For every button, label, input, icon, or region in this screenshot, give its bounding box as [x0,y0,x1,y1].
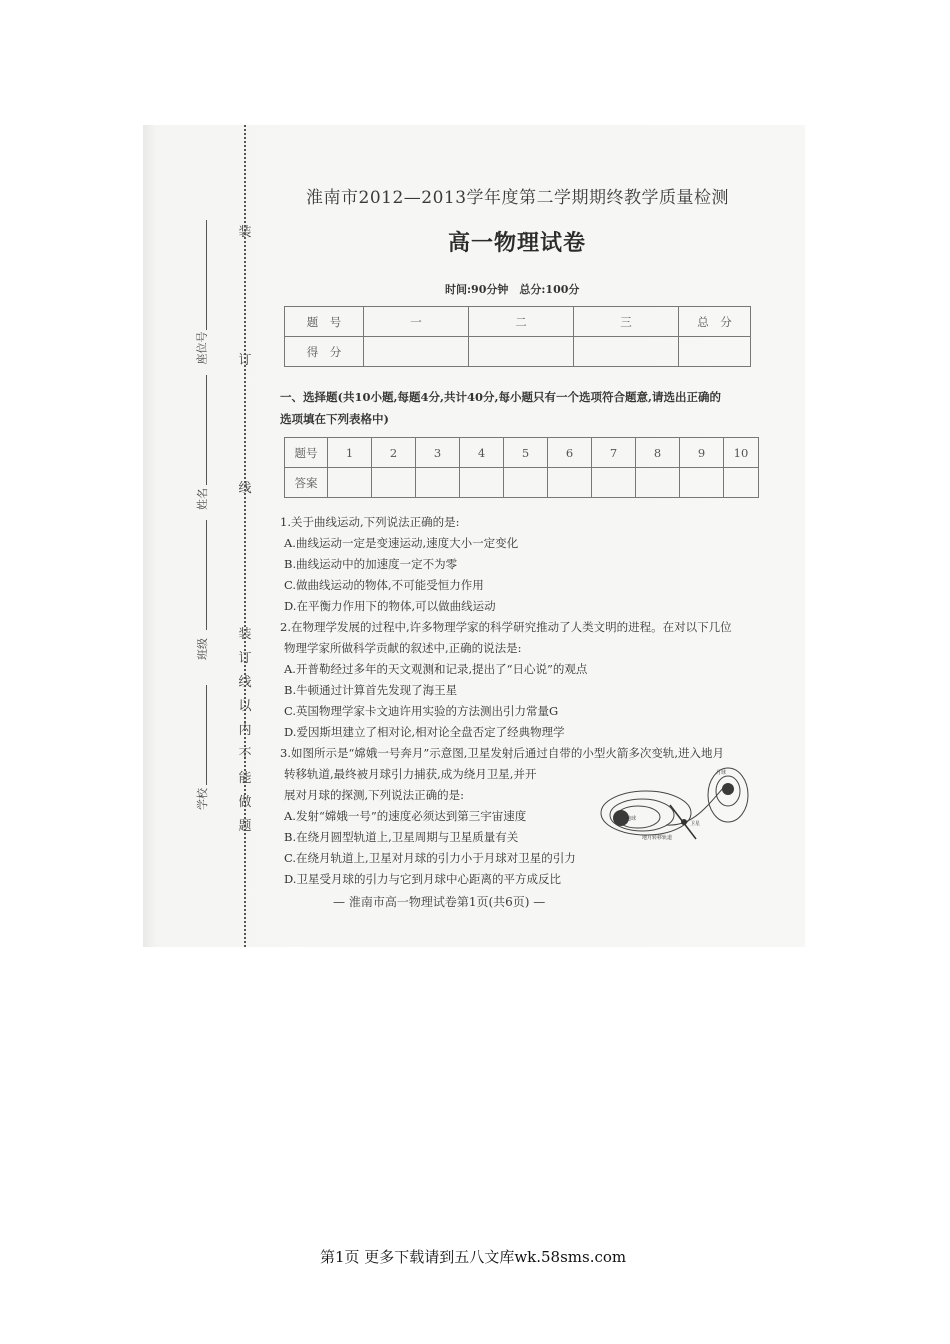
answer-table-label: 答案 [285,468,328,498]
score-table-cell [469,337,574,367]
answer-table-number: 5 [504,438,548,468]
satellite-icon [681,819,687,825]
section-heading: 一、选择题(共10小题,每题4分,共计40分,每小题只有一个选项符合题意,请选出正确的 [280,390,721,404]
score-table [284,306,751,367]
school-rule [206,685,207,785]
answer-table-number: 7 [592,438,636,468]
question-3-option-c: C.在绕月轨道上,卫星对月球的引力小于月球对卫星的引力 [284,851,576,865]
exam-title: 高一物理试卷 [448,231,587,256]
answer-cell [328,468,372,498]
moon-icon [722,783,734,795]
binding-char: 做 [238,795,252,810]
answer-table-number: 6 [548,438,592,468]
question-3-stem-cont: 转移轨道,最终被月球引力捕获,成为绕月卫星,并开 [284,767,537,781]
binding-char: 题 [238,819,252,834]
paper-footer: — 淮南市高一物理试卷第1页(共6页) — [333,895,546,909]
page-footer: 第1页 更多下载请到五八文库wk.58sms.com [320,1248,627,1266]
score-table-cell: 一 [364,307,469,337]
binding-char: 内 [238,723,252,738]
answer-cell [460,468,504,498]
question-2-option-b: B.牛顿通过计算首先发现了海王星 [284,683,458,697]
answer-cell [504,468,548,498]
score-table-cell [574,337,679,367]
answer-table-number: 10 [724,438,759,468]
question-1-option-d: D.在平衡力作用下的物体,可以做曲线运动 [284,599,496,613]
chang-e-orbit-diagram [598,765,758,847]
answer-table-number: 2 [372,438,416,468]
score-table-cell: 三 [574,307,679,337]
binding-char: 不 [238,747,252,762]
moon-label: 月球 [716,770,727,776]
question-2-option-a: A.开普勒经过多年的天文观测和记录,提出了“日心说”的观点 [284,662,588,676]
binding-char: 装 [238,627,252,642]
transfer-orbit-path [666,787,724,825]
name-label: 姓名 [196,488,209,510]
earth-orbit-outer [601,791,691,835]
question-3-option-b: B.在绕月圆型轨道上,卫星周期与卫星质量有关 [284,830,519,844]
seat-number-label: 座位号 [195,331,209,365]
binding-char: 装 [238,225,252,240]
question-2-stem-cont: 物理学家所做科学贡献的叙述中,正确的说法是: [284,641,522,655]
answer-table-number: 3 [416,438,460,468]
answer-cell [548,468,592,498]
answer-table-number: 8 [636,438,680,468]
answer-cell [636,468,680,498]
scanned-exam-page [143,125,805,947]
answer-cell [416,468,460,498]
answer-cell [592,468,636,498]
question-1-option-c: C.做曲线运动的物体,不可能受恒力作用 [284,578,484,592]
question-3-option-d: D.卫星受月球的引力与它到月球中心距离的平方成反比 [284,872,561,886]
question-1-stem: 1.关于曲线运动,下列说法正确的是: [280,515,460,529]
answer-table-number: 4 [460,438,504,468]
binding-char: 订 [238,353,252,368]
score-table-cell [364,337,469,367]
section-heading-cont: 选项填在下列表格中) [280,412,389,426]
school-label: 学校 [196,788,209,810]
answer-cell [680,468,724,498]
question-2-option-c: C.英国物理学家卡文迪许用实验的方法测出引力常量G [284,704,559,718]
answer-table-number: 1 [328,438,372,468]
answer-table-number: 9 [680,438,724,468]
class-label: 班级 [196,638,209,660]
binding-char: 订 [238,651,252,666]
answer-cell [724,468,759,498]
answer-table [284,437,759,498]
seat-number-rule [206,220,207,330]
answer-table-label: 题号 [285,438,328,468]
score-table-cell: 二 [469,307,574,337]
transfer-orbit-label: 地月转移轨道 [642,835,673,841]
binding-char: 能 [238,771,252,786]
score-table-cell: 题 号 [285,307,364,337]
question-3-option-a: A.发射“嫦娥一号”的速度必须达到第三宇宙速度 [284,809,527,823]
score-table-cell: 得 分 [285,337,364,367]
class-rule [206,520,207,630]
question-1-option-a: A.曲线运动一定是变速运动,速度大小一定变化 [284,536,519,550]
score-table-cell [679,337,751,367]
binding-char: 线 [238,675,252,690]
satellite-label: 卫星 [690,821,701,827]
question-3-stem-cont: 展对月球的探测,下列说法正确的是: [284,788,465,802]
question-2-stem: 2.在物理学发展的过程中,许多物理学家的科学研究推动了人类文明的进程。在对以下几位 [280,620,732,634]
exam-time-info: 时间:90分钟 总分:100分 [445,283,580,296]
name-rule [206,375,207,485]
binding-char: 线 [238,481,252,496]
question-2-option-d: D.爱因斯坦建立了相对论,相对论全盘否定了经典物理学 [284,725,565,739]
earth-label: 地球 [626,816,637,822]
binding-char: 以 [238,699,252,714]
exam-header: 淮南市2012—2013学年度第二学期期终教学质量检测 [306,188,730,208]
question-3-stem: 3.如图所示是“嫦娥一号奔月”示意图,卫星发射后通过自带的小型火箭多次变轨,进入地月 [280,746,725,760]
question-1-option-b: B.曲线运动中的加速度一定不为零 [284,557,458,571]
answer-cell [372,468,416,498]
score-table-cell: 总 分 [679,307,751,337]
